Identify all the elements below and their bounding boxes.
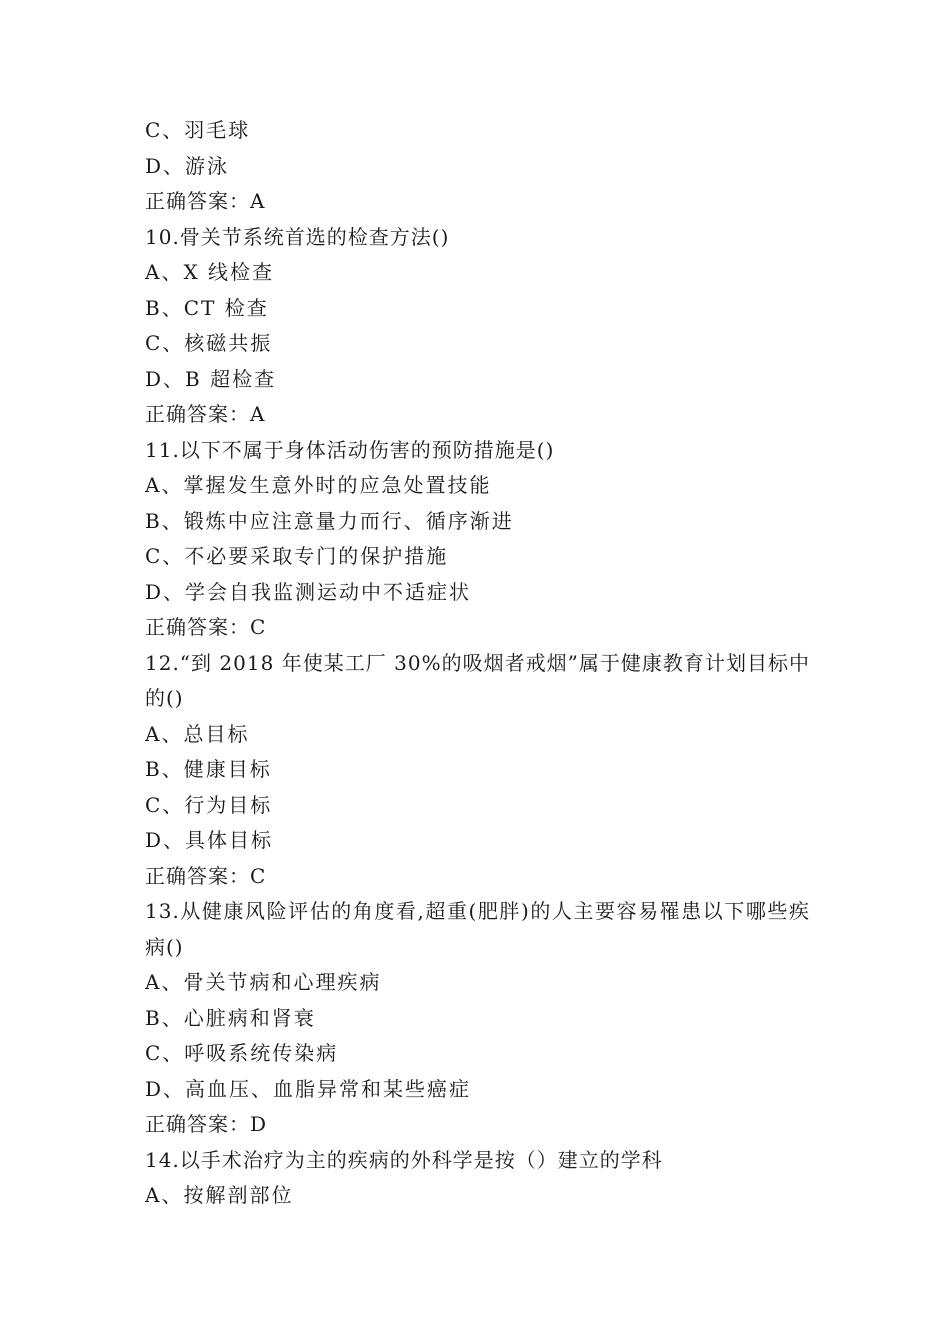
- option-line: B、CT 检查: [145, 295, 269, 320]
- question-line: 10.骨关节系统首选的检查方法(): [145, 224, 450, 249]
- option-line: D、学会自我监测运动中不适症状: [145, 579, 472, 604]
- option-line: C、羽毛球: [145, 118, 251, 142]
- question-line: 14.以手术治疗为主的疾病的外科学是按（）建立的学科: [145, 1147, 663, 1172]
- answer-line: 正确答案：A: [145, 402, 266, 426]
- option-line: A、总目标: [145, 721, 250, 746]
- option-line: C、不必要采取专门的保护措施: [145, 544, 449, 568]
- question-line: 11.以下不属于身体活动伤害的预防措施是(): [145, 437, 555, 462]
- option-line: A、骨关节病和心理疾病: [145, 970, 382, 994]
- document-page: [145, 113, 810, 1214]
- answer-line: 正确答案：C: [145, 863, 267, 888]
- answer-line: 正确答案：D: [145, 1112, 268, 1136]
- question-line: 13.从健康风险评估的角度看,超重(肥胖)的人主要容易罹患以下哪些疾病(): [145, 899, 810, 959]
- option-line: D、游泳: [145, 153, 230, 178]
- option-line: B、锻炼中应注意量力而行、循序渐进: [145, 508, 514, 533]
- answer-line: 正确答案：C: [145, 615, 267, 639]
- option-line: B、健康目标: [145, 757, 272, 781]
- option-line: A、X 线检查: [145, 260, 275, 284]
- option-line: D、B 超检查: [145, 366, 277, 391]
- option-line: C、核磁共振: [145, 331, 273, 355]
- question-line: 12.“到 2018 年使某工厂 30%的吸烟者戒烟”属于健康教育计划目标中的(): [145, 650, 810, 710]
- option-line: B、心脏病和肾衰: [145, 1005, 316, 1030]
- option-line: D、高血压、血脂异常和某些癌症: [145, 1076, 472, 1101]
- option-line: C、呼吸系统传染病: [145, 1041, 339, 1065]
- option-line: D、具体目标: [145, 828, 274, 852]
- answer-line: 正确答案：A: [145, 189, 266, 213]
- option-line: A、掌握发生意外时的应急处置技能: [145, 473, 492, 497]
- option-line: C、行为目标: [145, 792, 273, 817]
- option-line: A、按解剖部位: [145, 1183, 294, 1207]
